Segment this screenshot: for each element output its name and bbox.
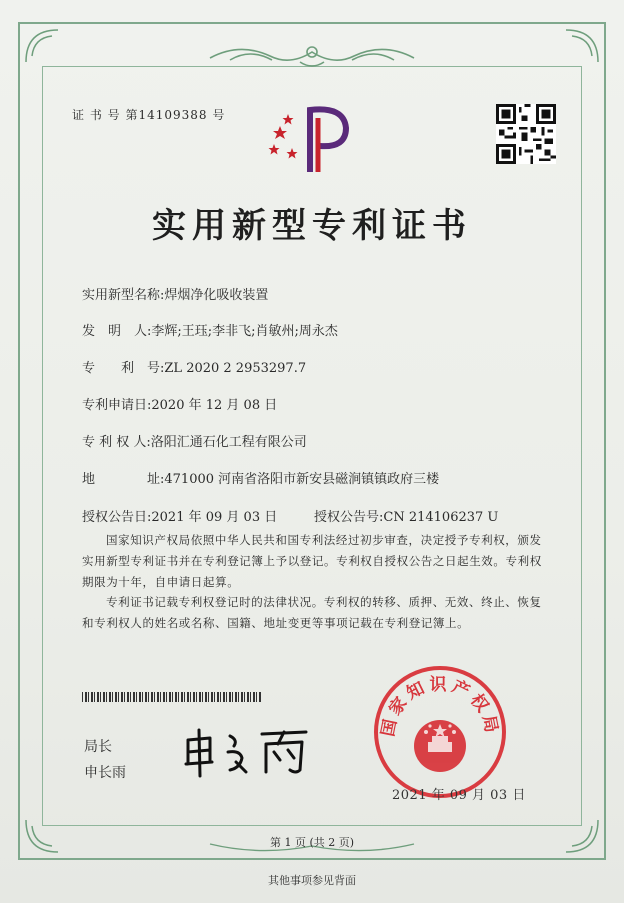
director-signature-icon [180, 722, 320, 782]
statement-paragraph-2: 专利证书记载专利权登记时的法律状况。专利权的转移、质押、无效、终止、恢复和专利权人的姓名或名称、国籍、地址变更等事项记载在专利登记簿上。 [82, 595, 542, 630]
utility-model-name-label: 实用新型名称: [82, 288, 165, 303]
certificate-title: 实用新型专利证书 [152, 206, 472, 246]
statement-paragraph-1: 国家知识产权局依照中华人民共和国专利法经过初步审查，决定授予专利权，颁发实用新型专利证书并在专利登记簿上予以登记。专利权自授权公告之日起生效。专利权期限为十年，自申请日起算。 [82, 533, 542, 589]
utility-model-name-value: 焊烟净化吸收装置 [164, 288, 269, 303]
address-value: 471000 河南省洛阳市新安县磁涧镇镇政府三楼 [164, 472, 440, 487]
grant-date-value: 2021 年 09 月 03 日 [151, 510, 278, 525]
official-seal-icon [370, 662, 510, 802]
top-ornament [200, 40, 424, 70]
seal-date: 2021 年 09 月 03 日 [392, 788, 526, 803]
field-inventors [82, 320, 338, 339]
grant-number-value: CN 214106237 U [383, 510, 499, 525]
inventors-value: 李辉;王珏;李非飞;肖敏州;周永杰 [151, 324, 338, 339]
director-name: 申长雨 [84, 765, 126, 781]
footer-note: 其他事项参见背面 [268, 874, 356, 887]
field-address [82, 468, 439, 487]
address-label: 地 址: [82, 472, 165, 487]
certificate-number: 证 书 号 第14109388 号 [72, 108, 226, 122]
field-utility-model-name [82, 284, 268, 303]
corner-ornament-tl [22, 26, 62, 66]
page-number: 第 1 页 (共 2 页) [269, 836, 355, 849]
corner-ornament-tr [562, 26, 602, 66]
field-application-date [82, 394, 277, 413]
patent-number-label: 专 利 号: [82, 361, 165, 376]
patentee-value: 洛阳汇通石化工程有限公司 [150, 435, 307, 450]
patentee-label: 专 利 权 人: [82, 435, 151, 450]
field-grant-date [82, 506, 277, 525]
svg-text:国家知识产权局: 国家知识产权局 [378, 675, 502, 739]
director-title: 局长 [84, 739, 112, 755]
field-patentee [82, 431, 307, 450]
field-grant-number [314, 506, 498, 525]
application-date-value: 2020 年 12 月 08 日 [151, 398, 278, 413]
inventors-label: 发 明 人: [82, 324, 152, 339]
application-date-label: 专利申请日: [82, 398, 152, 413]
cnipa-logo-icon [262, 96, 362, 176]
qr-code-icon [496, 104, 556, 164]
patent-number-value: ZL 2020 2 2953297.7 [164, 361, 307, 376]
barcode-icon [82, 692, 262, 702]
grant-date-label: 授权公告日: [82, 510, 152, 525]
grant-number-label: 授权公告号: [314, 510, 384, 525]
field-patent-number [82, 357, 306, 376]
